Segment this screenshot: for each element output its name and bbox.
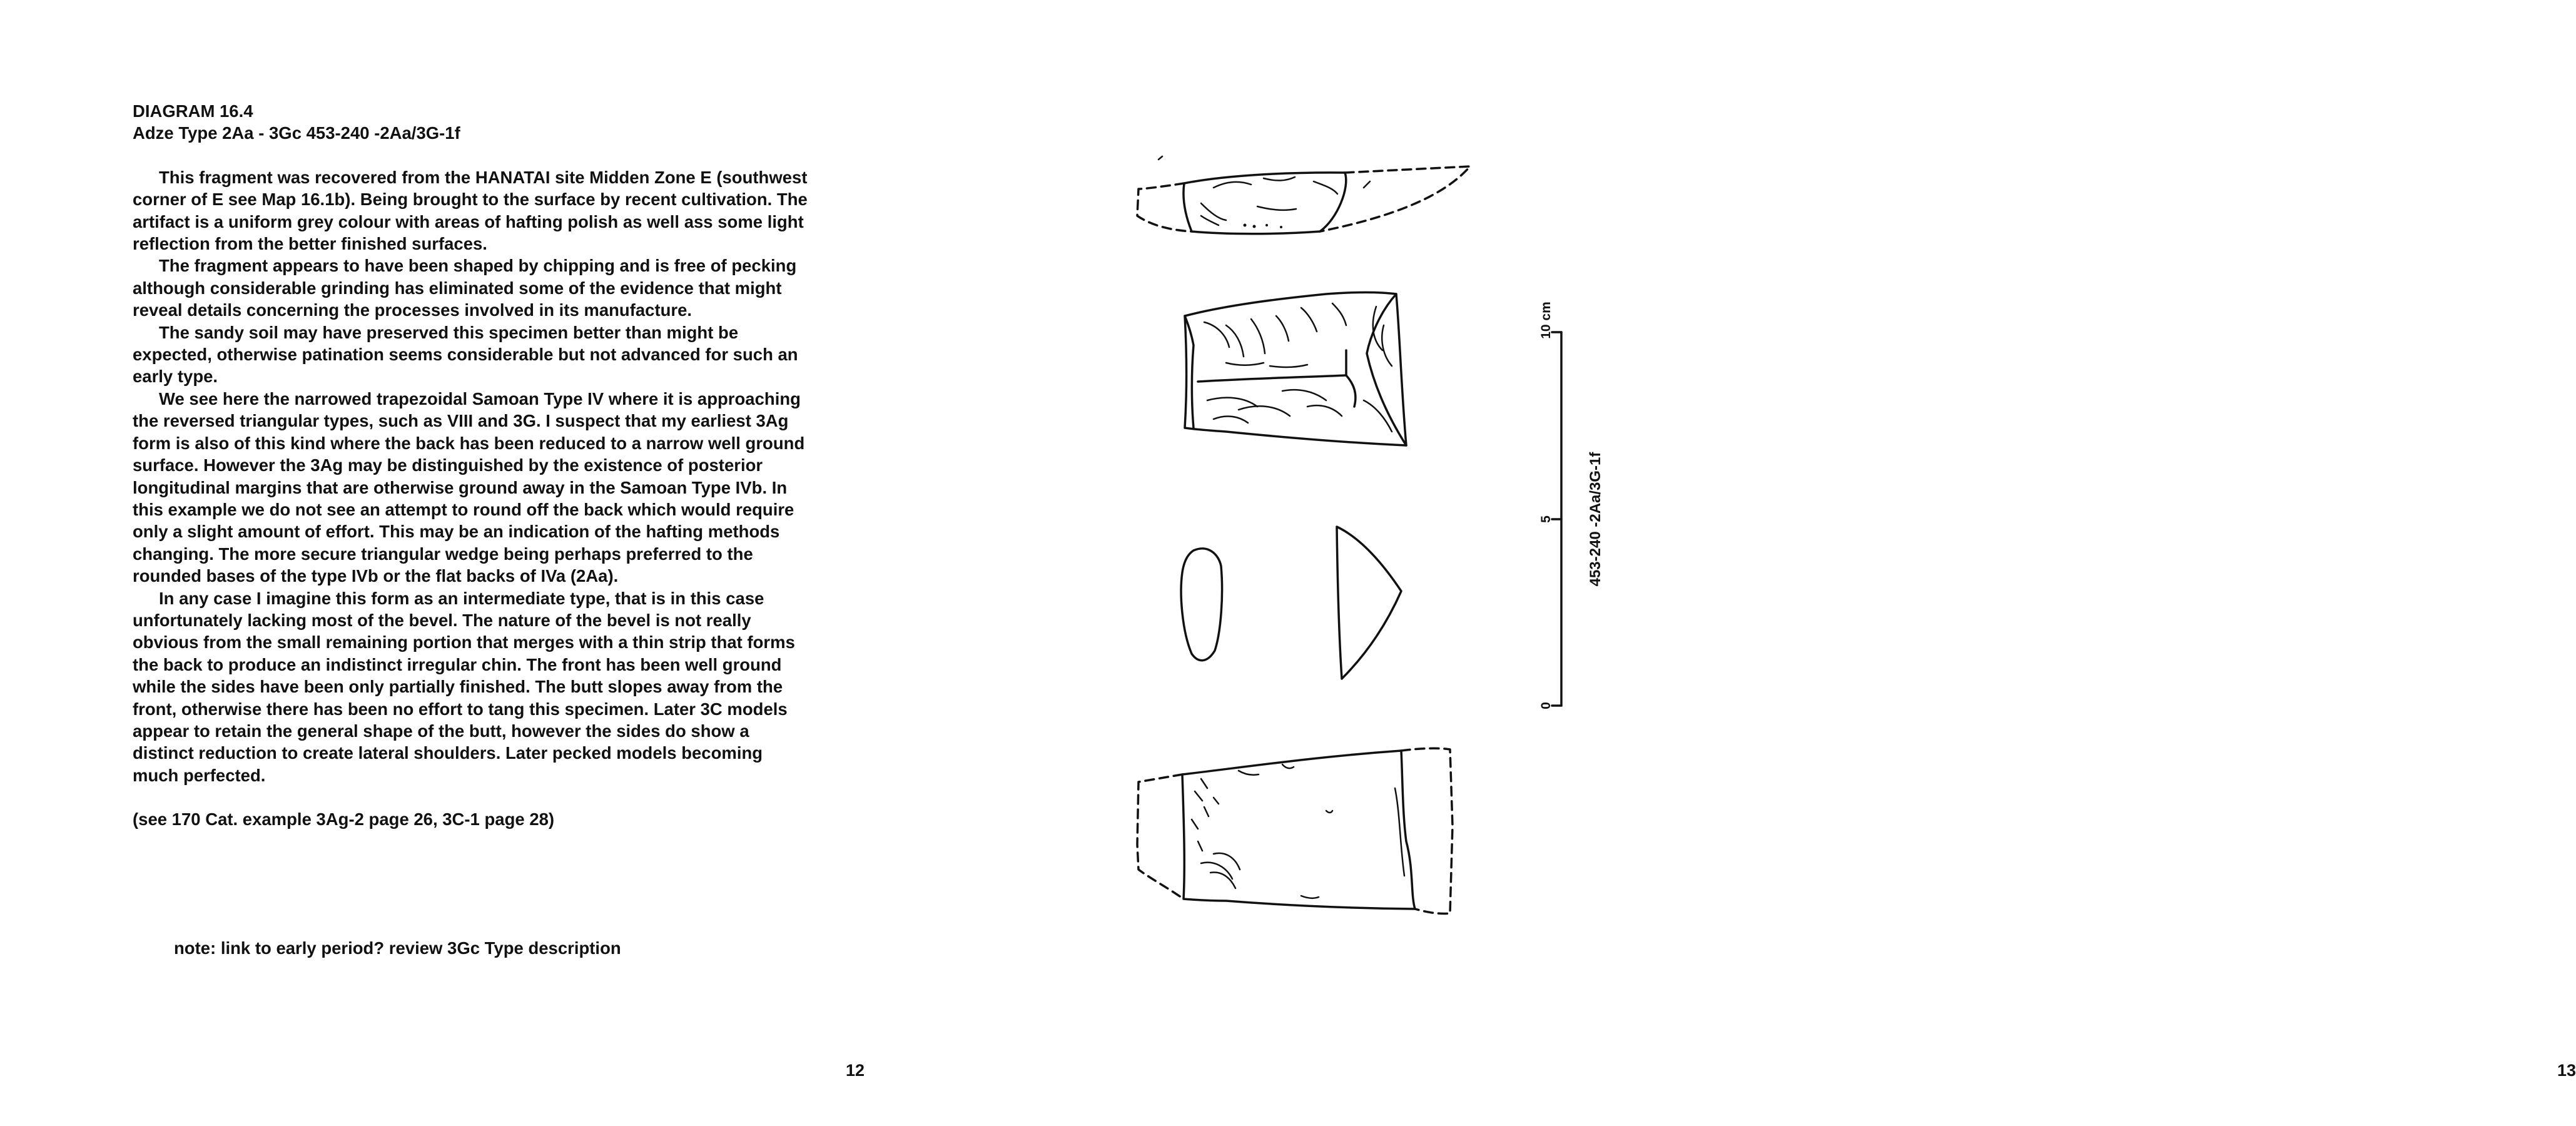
page-number-left: 12: [846, 1061, 865, 1080]
page-number-right: 13: [2557, 1061, 2576, 1080]
adze-front-view: [1185, 292, 1406, 445]
adze-type-subheading: Adze Type 2Aa - 3Gc 453-240 -2Aa/3G-1f: [133, 123, 460, 143]
specimen-label: 453-240 -2Aa/3G-1f: [1587, 452, 1604, 587]
adze-section-views: [1181, 527, 1401, 679]
paragraph: In any case I imagine this form as an intermediate type, that is in this case unfortunately lacking most of the bevel. The nature of the bevel is not really obvious from the small remaining portion that merges with a thin strip that forms the back to produce an indistinct irregular chin. The front has been well ground while the sides have been only partially finished. The butt slopes away from the front, otherwise there has been no effort to tang this specimen. Later 3C models appear to retain the general shape of the butt, however the sides do show a distinct reduction to create lateral shoulders. Later pecked models becoming much perfected.: [133, 588, 795, 785]
paragraph: This fragment was recovered from the HANATAI site Midden Zone E (southwest corner of E see Map 16.1b). Being brought to the surface by recent cultivation. The artifact is a uniform grey colour with areas of hafting polish as well ass some light reflection from the better finished surfaces.: [133, 167, 808, 254]
right-page: [876, 0, 2576, 1126]
paragraph: The fragment appears to have been shaped by chipping and is free of pecking although considerable grinding has eliminated some of the evidence that might reveal details concerning the processes involved in its manufacture.: [133, 256, 797, 320]
description-text-block: [133, 100, 808, 831]
scale-label-0: 0: [1539, 702, 1553, 709]
scale-label-5: 5: [1539, 515, 1553, 523]
adze-top-view: [1137, 156, 1470, 234]
see-also-reference: (see 170 Cat. example 3Ag-2 page 26, 3C-1 page 28): [133, 809, 555, 829]
diagram-heading: DIAGRAM 16.4: [133, 101, 253, 121]
paragraph: The sandy soil may have preserved this specimen better than might be expected, otherwise patination seems considerable but not advanced for such an early type.: [133, 322, 798, 387]
paragraph: We see here the narrowed trapezoidal Samoan Type IV where it is approaching the reversed triangular types, such as VIII and 3G. I suspect that my earliest 3Ag form is also of this kind where the back has been reduced to a narrow well ground surface. However the 3Ag may be distinguished by the existence of posterior longitudinal margins that are otherwise ground away in the Samoan Type IVb. In this example we do not see an attempt to round off the back which would require only a slight amount of effort. This may be an indication of the hafting methods changing. The more secure triangular wedge being perhaps preferred to the rounded bases of the type IVb or the flat backs of IVa (2Aa).: [133, 388, 805, 586]
left-page: [0, 0, 876, 1126]
author-note: note: link to early period? review 3Gc Type description: [174, 938, 621, 958]
adze-drawing: [876, 0, 1752, 1126]
scale-label-10cm: 10 cm: [1539, 302, 1553, 339]
scale-bar: [1552, 332, 1561, 706]
adze-back-view: [1137, 748, 1453, 913]
